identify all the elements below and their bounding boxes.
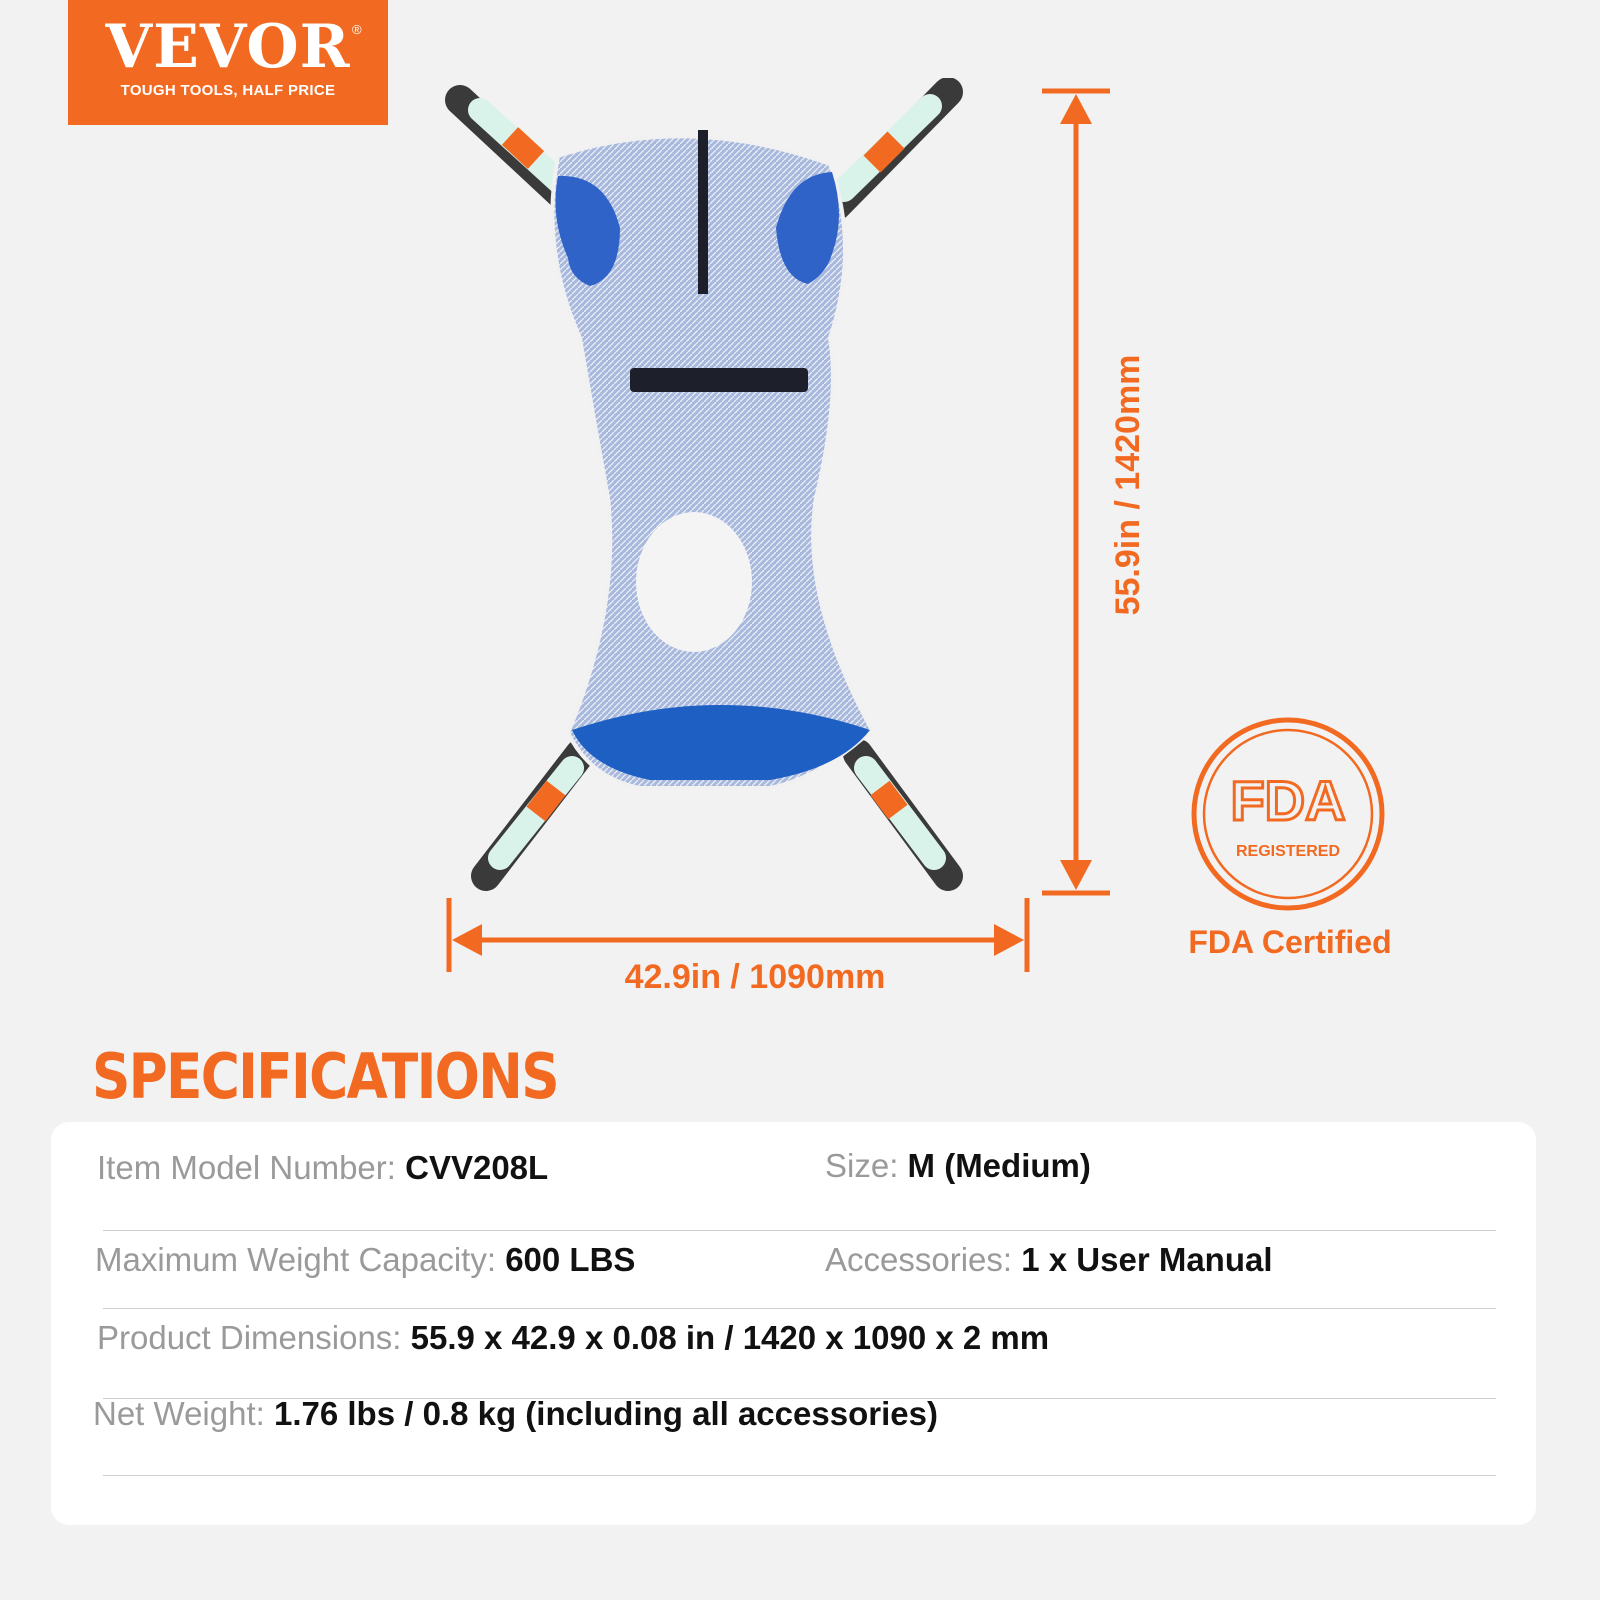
- sling-commode-opening: [636, 512, 752, 652]
- spec-weight-value: 1.76 lbs / 0.8 kg (including all accessories): [273, 1395, 938, 1432]
- specifications-card: [51, 1122, 1536, 1525]
- fda-seal-subtext: REGISTERED: [1235, 843, 1341, 860]
- brand-name: VEVOR: [105, 12, 351, 82]
- spec-dimensions-label: Product Dimensions:: [97, 1319, 402, 1356]
- spec-capacity-value: 600 LBS: [505, 1241, 636, 1278]
- spec-capacity: [95, 1241, 635, 1279]
- spec-capacity-label: Maximum Weight Capacity:: [95, 1241, 497, 1278]
- strap-bottom-right: [858, 754, 948, 876]
- spec-model-value: CVV208L: [405, 1149, 549, 1186]
- spec-dimensions: [97, 1319, 1049, 1357]
- spec-divider: [103, 1308, 1496, 1309]
- sling-center-strap: [698, 130, 708, 294]
- spec-model-label: Item Model Number:: [97, 1149, 396, 1186]
- spec-model: [97, 1149, 548, 1187]
- spec-weight-label: Net Weight:: [93, 1395, 265, 1432]
- spec-divider: [103, 1475, 1496, 1476]
- specifications-title: SPECIFICATIONS: [92, 1040, 558, 1113]
- spec-accessories: [825, 1241, 1273, 1279]
- spec-size: [825, 1147, 1091, 1185]
- strap-bottom-left: [486, 754, 580, 876]
- height-dimension-label: 55.9in / 1420mm: [1109, 354, 1147, 616]
- patient-lift-sling-icon: [440, 78, 1000, 918]
- registered-mark: ®: [352, 22, 362, 37]
- spec-size-label: Size:: [825, 1147, 899, 1184]
- spec-dimensions-value: 55.9 x 42.9 x 0.08 in / 1420 x 1090 x 2 mm: [410, 1319, 1050, 1356]
- fda-seal-text: FDA: [1230, 769, 1346, 832]
- fda-seal-icon: [1190, 716, 1386, 912]
- sling-handle: [630, 368, 808, 392]
- spec-size-value: M (Medium): [907, 1147, 1091, 1184]
- fda-caption: FDA Certified: [1188, 924, 1392, 960]
- strap-top-right: [836, 92, 948, 206]
- spec-accessories-label: Accessories:: [825, 1241, 1013, 1278]
- brand-tagline: TOUGH TOOLS, HALF PRICE: [120, 82, 336, 99]
- spec-accessories-value: 1 x User Manual: [1021, 1241, 1273, 1278]
- spec-weight: [93, 1395, 938, 1433]
- width-dimension-label: 42.9in / 1090mm: [624, 958, 886, 996]
- brand-logo: [68, 0, 388, 125]
- spec-divider: [103, 1230, 1496, 1231]
